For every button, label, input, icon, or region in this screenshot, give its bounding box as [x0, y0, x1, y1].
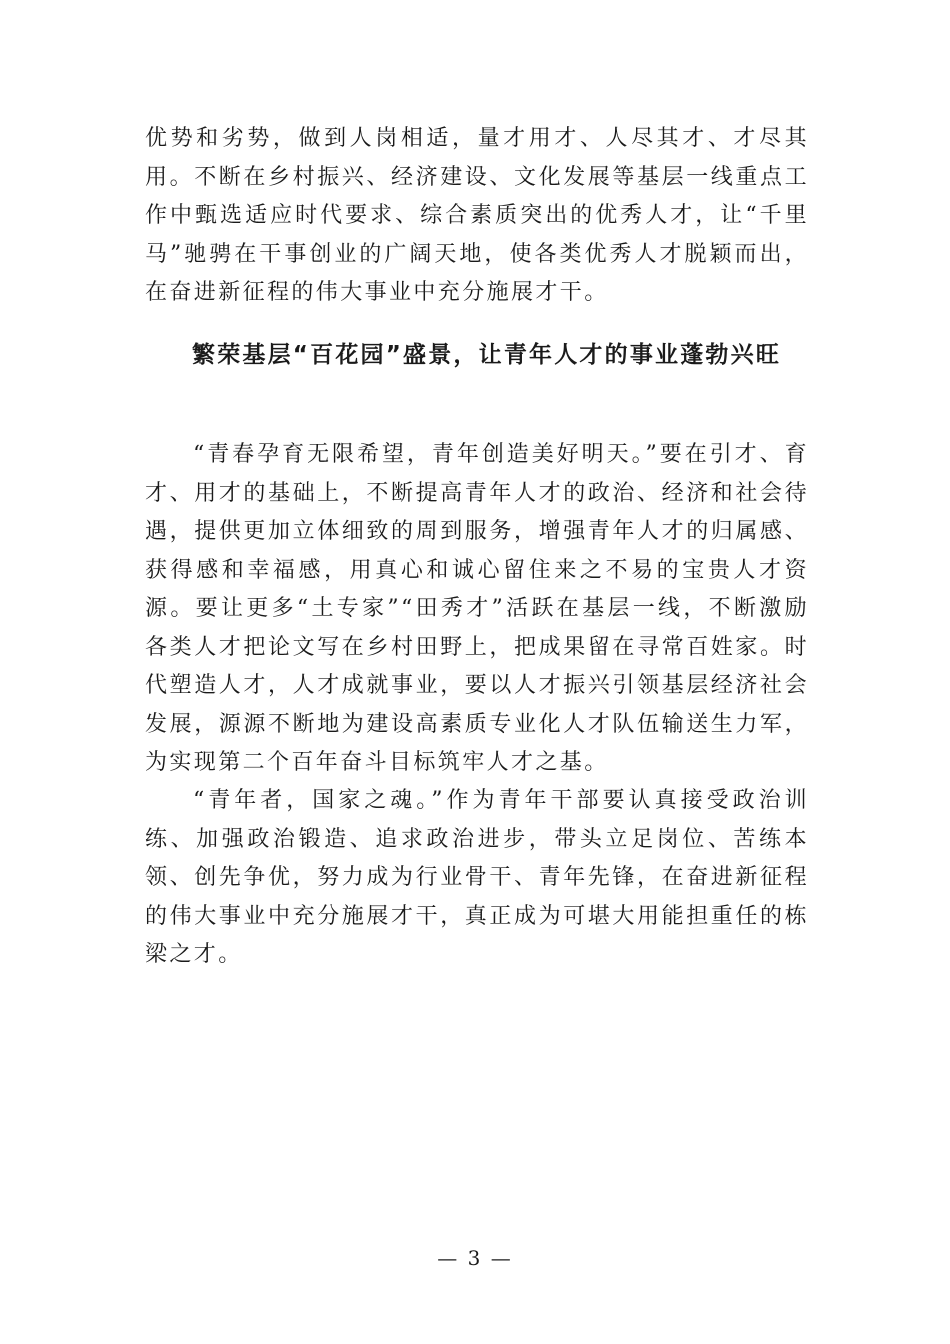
paragraph-continuation: 优势和劣势，做到人岗相适，量才用才、人尽其才、才尽其用。不断在乡村振兴、经济建设、文化发展等基层一线重点工作中甄选适应时代要求、综合素质突出的优秀人才，让“千里马”驰骋在干事创业的广阔天地，使各类优秀人才脱颖而出，在奋进新征程的伟大事业中充分施展才干。 — [145, 126, 809, 305]
paragraph-youth-soul: “青年者，国家之魂。”作为青年干部要认真接受政治训练、加强政治锻造、追求政治进步，带头立足岗位、苦练本领、创先争优，努力成为行业骨干、青年先锋，在奋进新征程的伟大事业中充分施展才干，真正成为可堪大用能担重任的栋梁之才。 — [145, 788, 809, 967]
page-number: — 3 — — [437, 1246, 513, 1270]
paragraph-youth-hope: “青春孕育无限希望，青年创造美好明天。”要在引才、育才、用才的基础上，不断提高青年人才的政治、经济和社会待遇，提供更加立体细致的周到服务，增强青年人才的归属感、获得感和幸福感，用真心和诚心留住来之不易的宝贵人才资源。要让更多“土专家”“田秀才”活跃在基层一线，不断激励各类人才把论文写在乡村田野上，把成果留在寻常百姓家。时代塑造人才，人才成就事业，要以人才振兴引领基层经济社会发展，源源不断地为建设高素质专业化人才队伍输送生力军，为实现第二个百年奋斗目标筑牢人才之基。 — [145, 442, 809, 775]
section-heading: 繁荣基层“百花园”盛景，让青年人才的事业蓬勃兴旺 — [192, 342, 782, 368]
